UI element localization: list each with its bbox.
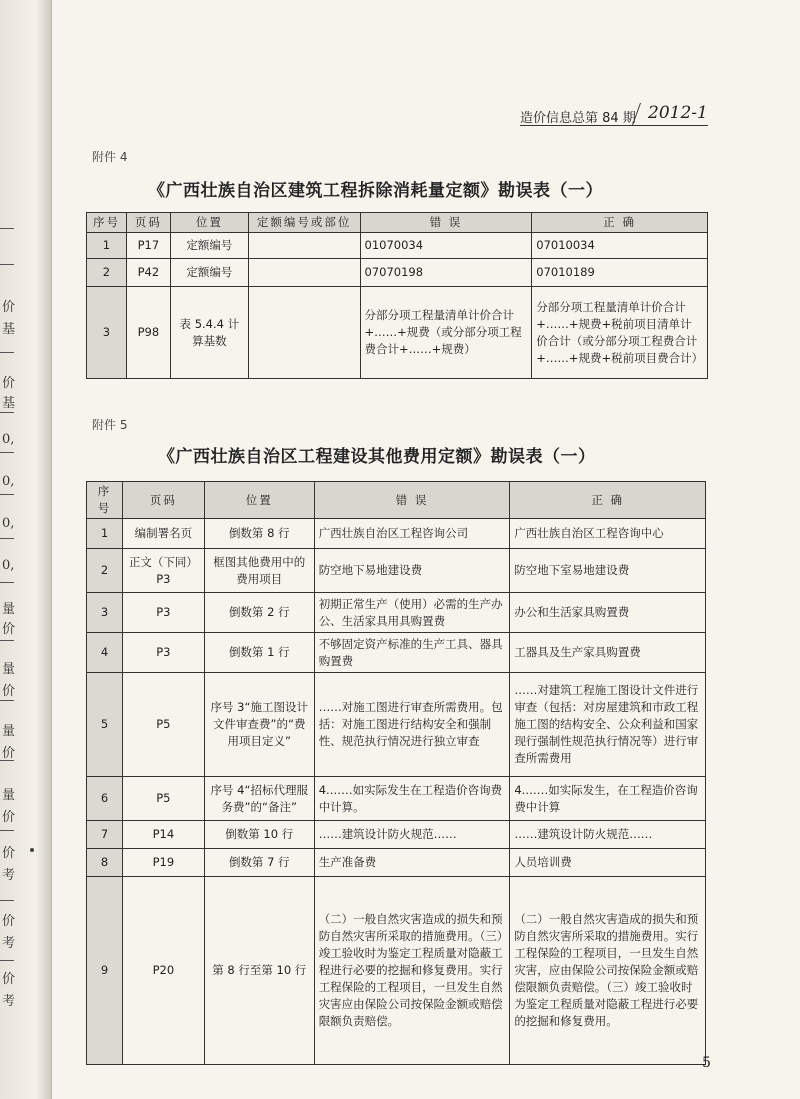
- margin-char: 价: [2, 684, 16, 699]
- cell-part: [248, 259, 360, 287]
- column-header: 错 误: [360, 213, 532, 233]
- cell-error: 不够固定资产标准的生产工具、器具购置费: [314, 633, 510, 673]
- cell-seq: 2: [87, 259, 127, 287]
- cell-page: 正文（下同）P3: [122, 549, 204, 593]
- cell-correct: 4.……如实际发生，在工程造价咨询费中计算: [510, 777, 706, 821]
- cell-error: 广西壮族自治区工程咨询公司: [314, 519, 510, 549]
- table-row: [87, 233, 708, 259]
- attachment-4-title: 《广西壮族自治区建筑工程拆除消耗量定额》勘误表（一）: [148, 181, 603, 201]
- table-row: [87, 877, 706, 1065]
- cell-error: 防空地下易地建设费: [314, 549, 510, 593]
- cell-seq: 7: [87, 821, 123, 849]
- cell-correct: 07010189: [532, 259, 708, 287]
- cell-error: ……建筑设计防火规范……: [314, 821, 510, 849]
- cell-error: ……对施工图进行审查所需费用。包括：对施工图进行结构安全和强制性、规范执行情况进行独立审查: [314, 673, 510, 777]
- cell-correct: 防空地下室易地建设费: [510, 549, 706, 593]
- margin-char: 价: [2, 810, 16, 825]
- cell-correct: 广西壮族自治区工程咨询中心: [510, 519, 706, 549]
- cell-part: [248, 233, 360, 259]
- cell-error: 初期正常生产（使用）必需的生产办公、生活家具用具购置费: [314, 593, 510, 633]
- cell-seq: 5: [87, 673, 123, 777]
- cell-position: 倒数第 1 行: [204, 633, 314, 673]
- column-header: 序号: [87, 213, 127, 233]
- cell-position: 定额编号: [170, 259, 248, 287]
- table-row: [87, 287, 708, 379]
- cell-error: 生产准备费: [314, 849, 510, 877]
- cell-part: [248, 287, 360, 379]
- table-row: [87, 549, 706, 593]
- margin-char: 0,: [2, 432, 15, 447]
- cell-seq: 3: [87, 287, 127, 379]
- cell-position: 倒数第 7 行: [204, 849, 314, 877]
- column-header: 页码: [122, 482, 204, 519]
- erratum-table-2: [86, 481, 706, 1065]
- cell-error: 07070198: [360, 259, 532, 287]
- cell-seq: 1: [87, 519, 123, 549]
- cell-page: P42: [126, 259, 170, 287]
- margin-char: 考: [2, 936, 16, 951]
- table-row: [87, 849, 706, 877]
- table-row: [87, 633, 706, 673]
- margin-char: 0,: [2, 474, 15, 489]
- cell-correct: 工器具及生产家具购置费: [510, 633, 706, 673]
- cell-correct: 办公和生活家具购置费: [510, 593, 706, 633]
- cell-correct: 分部分项工程量清单计价合计+……+规费+税前项目清单计价合计（或分部分项工程费合计+……+规费+税前项目费合计）: [532, 287, 708, 379]
- column-header: 页码: [126, 213, 170, 233]
- column-header: 正 确: [532, 213, 708, 233]
- issue-label: 造价信息总第 84 期: [520, 111, 636, 126]
- table-header-row: [87, 213, 708, 233]
- cell-page: P14: [122, 821, 204, 849]
- column-header: 位置: [204, 482, 314, 519]
- margin-char: 价: [2, 746, 16, 761]
- cell-seq: 4: [87, 633, 123, 673]
- cell-position: 第 8 行至第 10 行: [204, 877, 314, 1065]
- margin-char: 基: [2, 396, 16, 411]
- cell-position: 框图其他费用中的费用项目: [204, 549, 314, 593]
- cell-position: 倒数第 10 行: [204, 821, 314, 849]
- cell-error: 01070034: [360, 233, 532, 259]
- margin-char: 考: [2, 994, 16, 1009]
- margin-char: 量: [2, 788, 16, 803]
- margin-char: 价: [2, 846, 16, 861]
- cell-position: 倒数第 8 行: [204, 519, 314, 549]
- margin-char: 价: [2, 622, 16, 637]
- cell-position: 序号 3“施工图设计文件审查费”的“费用项目定义”: [204, 673, 314, 777]
- attachment-5-title: 《广西壮族自治区工程建设其他费用定额》勘误表（一）: [158, 447, 596, 467]
- cell-seq: 8: [87, 849, 123, 877]
- cell-page: P3: [122, 633, 204, 673]
- cell-page: P98: [126, 287, 170, 379]
- table-row: [87, 259, 708, 287]
- column-header: 位置: [170, 213, 248, 233]
- margin-char: 0,: [2, 516, 15, 531]
- attachment-4-label: 附件 4: [92, 150, 128, 164]
- cell-seq: 3: [87, 593, 123, 633]
- cell-position: 倒数第 2 行: [204, 593, 314, 633]
- cell-correct: （二）一般自然灾害造成的损失和预防自然灾害所采取的措施费用。实行工程保险的工程项目，一旦发生自然灾害，应由保险公司按保险金额或赔偿限额负责赔偿。（三）竣工验收时为鉴定工程质量对隐蔽工程进行必要的挖掘和修复费用。: [510, 877, 706, 1065]
- cell-correct: 人员培训费: [510, 849, 706, 877]
- column-header: 正 确: [510, 482, 706, 519]
- cell-page: P5: [122, 777, 204, 821]
- cell-position: 表 5.4.4 计算基数: [170, 287, 248, 379]
- margin-char: 考: [2, 868, 16, 883]
- previous-page-margin: [0, 0, 52, 1099]
- margin-char: 量: [2, 662, 16, 677]
- margin-char: 价: [2, 972, 16, 987]
- column-header: 定额编号或部位: [248, 213, 360, 233]
- cell-error: 分部分项工程量清单计价合计+……+规费（或分部分项工程费合计+……+规费）: [360, 287, 532, 379]
- column-header: 错 误: [314, 482, 510, 519]
- issue-number: 2012-1: [648, 103, 708, 123]
- column-header: 序号: [87, 482, 123, 519]
- margin-char: 价: [2, 376, 16, 391]
- cell-page: 编制署名页: [122, 519, 204, 549]
- attachment-5-label: 附件 5: [92, 418, 128, 432]
- margin-char: 0,: [2, 558, 15, 573]
- cell-correct: ……建筑设计防火规范……: [510, 821, 706, 849]
- table-row: [87, 673, 706, 777]
- table-row: [87, 593, 706, 633]
- cell-error: （二）一般自然灾害造成的损失和预防自然灾害所采取的措施费用。（三）竣工验收时为鉴定工程质量对隐蔽工程进行必要的挖掘和修复费用。实行工程保险的工程项目，一旦发生自然灾害应由保险公司按保险金额或赔偿限额负责赔偿。: [314, 877, 510, 1065]
- cell-seq: 2: [87, 549, 123, 593]
- cell-page: P17: [126, 233, 170, 259]
- table-row: [87, 821, 706, 849]
- cell-seq: 1: [87, 233, 127, 259]
- table-row: [87, 777, 706, 821]
- cell-position: 定额编号: [170, 233, 248, 259]
- margin-char: 价: [2, 300, 16, 315]
- table-row: [87, 519, 706, 549]
- cell-correct: 07010034: [532, 233, 708, 259]
- margin-char: 价: [2, 914, 16, 929]
- page-number: 5: [702, 1055, 711, 1071]
- cell-error: 4.……如实际发生在工程造价咨询费中计算。: [314, 777, 510, 821]
- cell-correct: ……对建筑工程施工图设计文件进行审查（包括：对房屋建筑和市政工程施工图的结构安全、公众利益和国家现行强制性规范执行情况等）进行审查所需费用: [510, 673, 706, 777]
- cell-page: P5: [122, 673, 204, 777]
- erratum-table-1: [86, 212, 708, 379]
- cell-seq: 9: [87, 877, 123, 1065]
- running-header: [520, 103, 720, 129]
- cell-position: 序号 4“招标代理服务费”的“备注”: [204, 777, 314, 821]
- cell-page: P3: [122, 593, 204, 633]
- margin-char: 量: [2, 602, 16, 617]
- cell-seq: 6: [87, 777, 123, 821]
- margin-char: 量: [2, 724, 16, 739]
- table-header-row: [87, 482, 706, 519]
- cell-page: P20: [122, 877, 204, 1065]
- margin-char: 基: [2, 322, 16, 337]
- cell-page: P19: [122, 849, 204, 877]
